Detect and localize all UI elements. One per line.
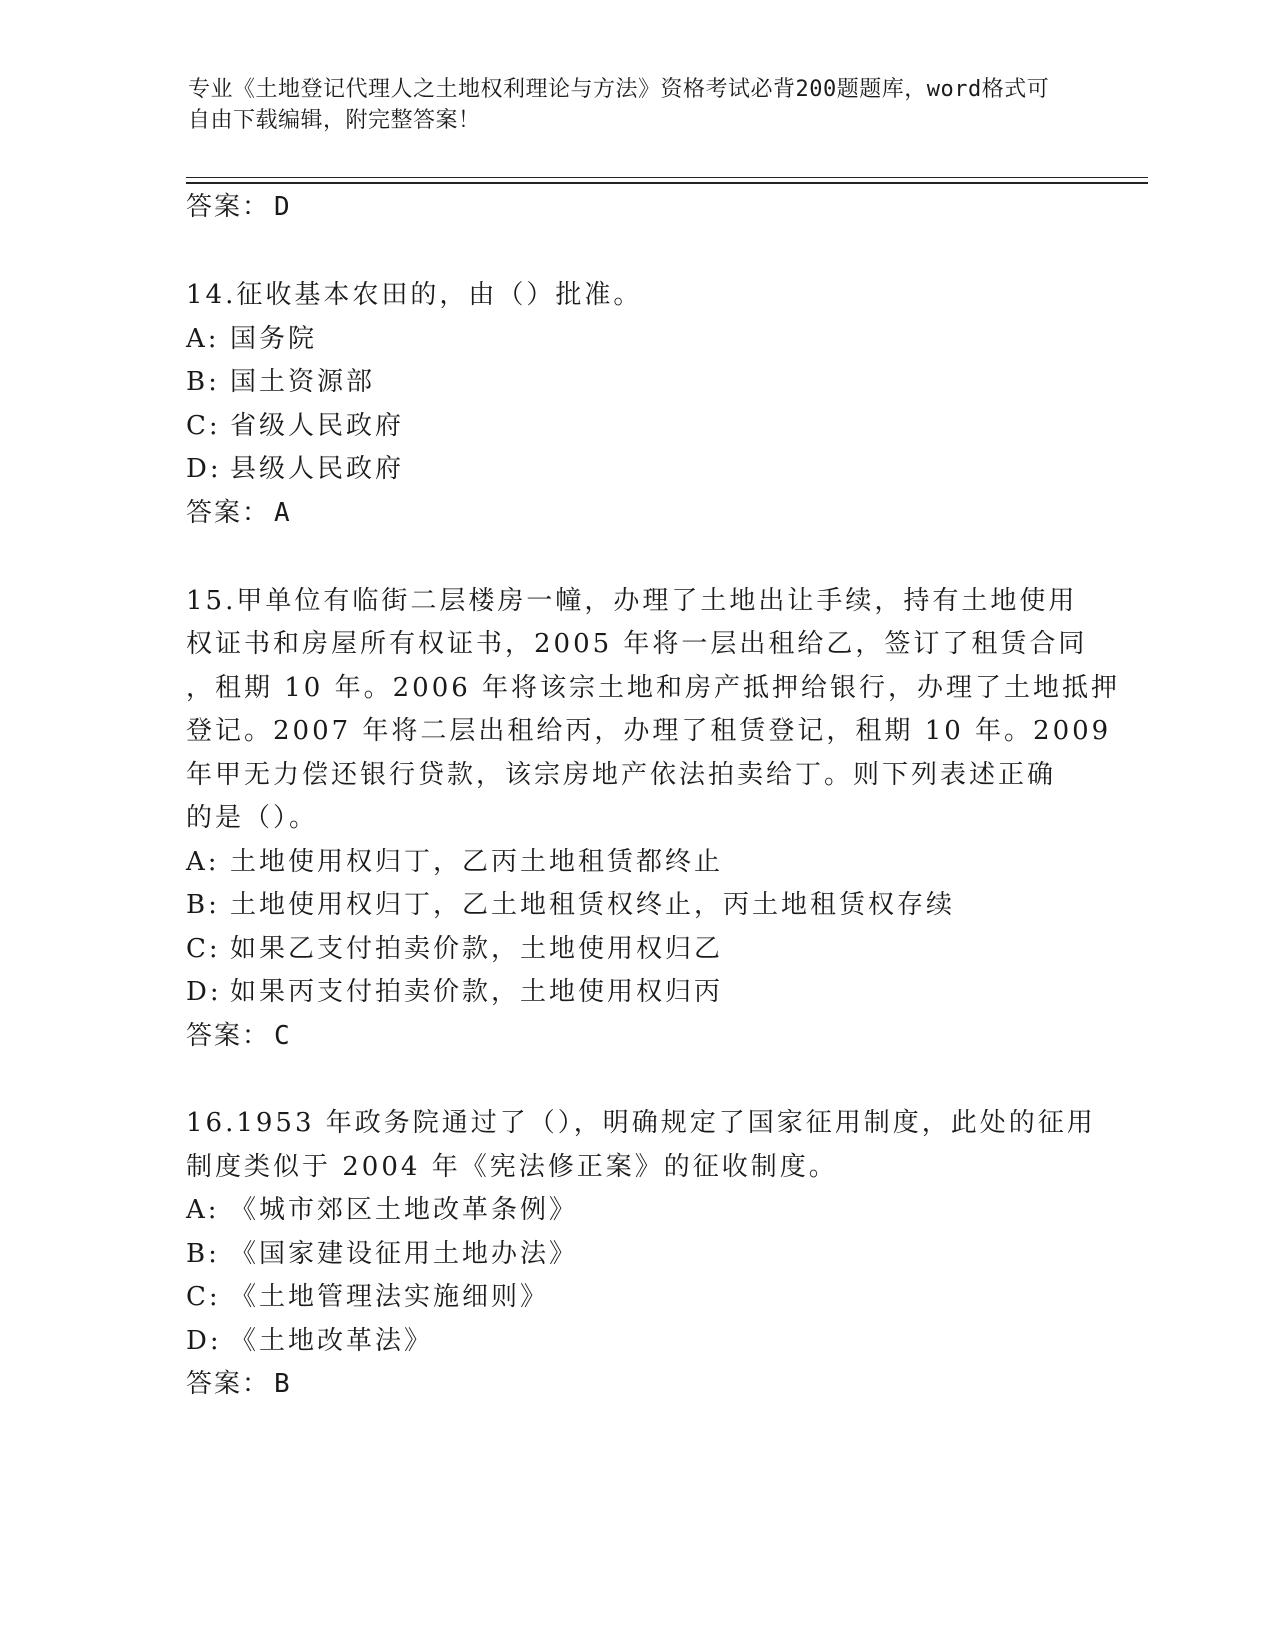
option-letter: B: bbox=[186, 367, 220, 397]
option-letter: C: bbox=[186, 934, 221, 964]
question-16-stem-line-1: 16.1953 年政务院通过了（），明确规定了国家征用制度，此处的征用 bbox=[186, 1108, 1096, 1138]
option-letter: B: bbox=[186, 1239, 220, 1269]
answer-key: C bbox=[274, 1021, 292, 1051]
document-header: 专业《土地登记代理人之土地权利理论与方法》资格考试必背200题题库，word格式可自由下载编辑，附完整答案！ bbox=[188, 77, 1050, 133]
answer-label: 答案： bbox=[186, 192, 271, 222]
question-16-stem-line-2: 制度类似于 2004 年《宪法修正案》的征收制度。 bbox=[186, 1152, 838, 1182]
option-letter: B: bbox=[186, 890, 220, 920]
answer-13 bbox=[186, 186, 292, 223]
option-text: 省级人民政府 bbox=[230, 411, 405, 441]
question-15-stem-line-4: 登记。2007 年将二层出租给丙，办理了租赁登记，租期 10 年。2009 bbox=[186, 716, 1112, 746]
option-letter: D: bbox=[186, 977, 222, 1007]
option-text: 土地使用权归丁，乙丙土地租赁都终止 bbox=[230, 847, 724, 877]
header-divider-thin bbox=[186, 177, 1148, 178]
question-15-stem-line-2: 权证书和房屋所有权证书，2005 年将一层出租给乙，签订了租赁合同 bbox=[186, 629, 1088, 659]
option-text: 如果乙支付拍卖价款，土地使用权归乙 bbox=[230, 934, 724, 964]
answer-key: B bbox=[274, 1369, 292, 1399]
answer-label: 答案： bbox=[186, 498, 271, 528]
option-text: 《土地改革法》 bbox=[230, 1326, 434, 1356]
option-letter: A: bbox=[186, 847, 220, 877]
question-14-option-c bbox=[186, 405, 404, 442]
option-letter: A: bbox=[186, 1195, 220, 1225]
question-16-option-a bbox=[186, 1189, 578, 1226]
option-letter: D: bbox=[186, 454, 222, 484]
question-15-option-c bbox=[186, 928, 723, 965]
option-text: 县级人民政府 bbox=[230, 454, 405, 484]
option-letter: C: bbox=[186, 411, 221, 441]
question-16-option-b bbox=[186, 1233, 578, 1270]
answer-label: 答案： bbox=[186, 1021, 271, 1051]
question-16-option-c bbox=[186, 1276, 549, 1313]
option-text: 《土地管理法实施细则》 bbox=[230, 1282, 550, 1312]
option-text: 土地使用权归丁，乙土地租赁权终止，丙土地租赁权存续 bbox=[230, 890, 956, 920]
option-text: 如果丙支付拍卖价款，土地使用权归丙 bbox=[230, 977, 724, 1007]
answer-14 bbox=[186, 492, 292, 529]
question-15-stem-line-5: 年甲无力偿还银行贷款，该宗房地产依法拍卖给丁。则下列表述正确 bbox=[186, 760, 1057, 790]
answer-label: 答案： bbox=[186, 1369, 271, 1399]
option-text: 《城市郊区土地改革条例》 bbox=[230, 1195, 579, 1225]
question-14-stem: 14.征收基本农田的，由（）批准。 bbox=[186, 280, 643, 310]
header-divider-thick bbox=[186, 182, 1148, 184]
answer-15 bbox=[186, 1015, 292, 1052]
question-15-option-a bbox=[186, 841, 723, 878]
question-15-stem-line-1: 15.甲单位有临街二层楼房一幢，办理了土地出让手续，持有土地使用 bbox=[186, 586, 1078, 616]
question-16-option-d bbox=[186, 1320, 433, 1357]
answer-key: D bbox=[274, 192, 292, 222]
option-letter: A: bbox=[186, 324, 220, 354]
option-text: 国土资源部 bbox=[230, 367, 376, 397]
answer-key: A bbox=[274, 498, 292, 528]
option-text: 国务院 bbox=[230, 324, 318, 354]
question-15-option-d bbox=[186, 971, 723, 1008]
question-15-stem-line-3: ，租期 10 年。2006 年将该宗土地和房产抵押给银行，办理了土地抵押 bbox=[186, 673, 1121, 703]
question-14-option-b bbox=[186, 361, 375, 398]
question-15-stem-line-6: 的是（）。 bbox=[186, 803, 319, 833]
question-14-option-a bbox=[186, 318, 317, 355]
option-letter: C: bbox=[186, 1282, 221, 1312]
question-15-option-b bbox=[186, 884, 955, 921]
question-14-option-d bbox=[186, 448, 404, 485]
option-text: 《国家建设征用土地办法》 bbox=[230, 1239, 579, 1269]
answer-16 bbox=[186, 1363, 292, 1400]
option-letter: D: bbox=[186, 1326, 222, 1356]
